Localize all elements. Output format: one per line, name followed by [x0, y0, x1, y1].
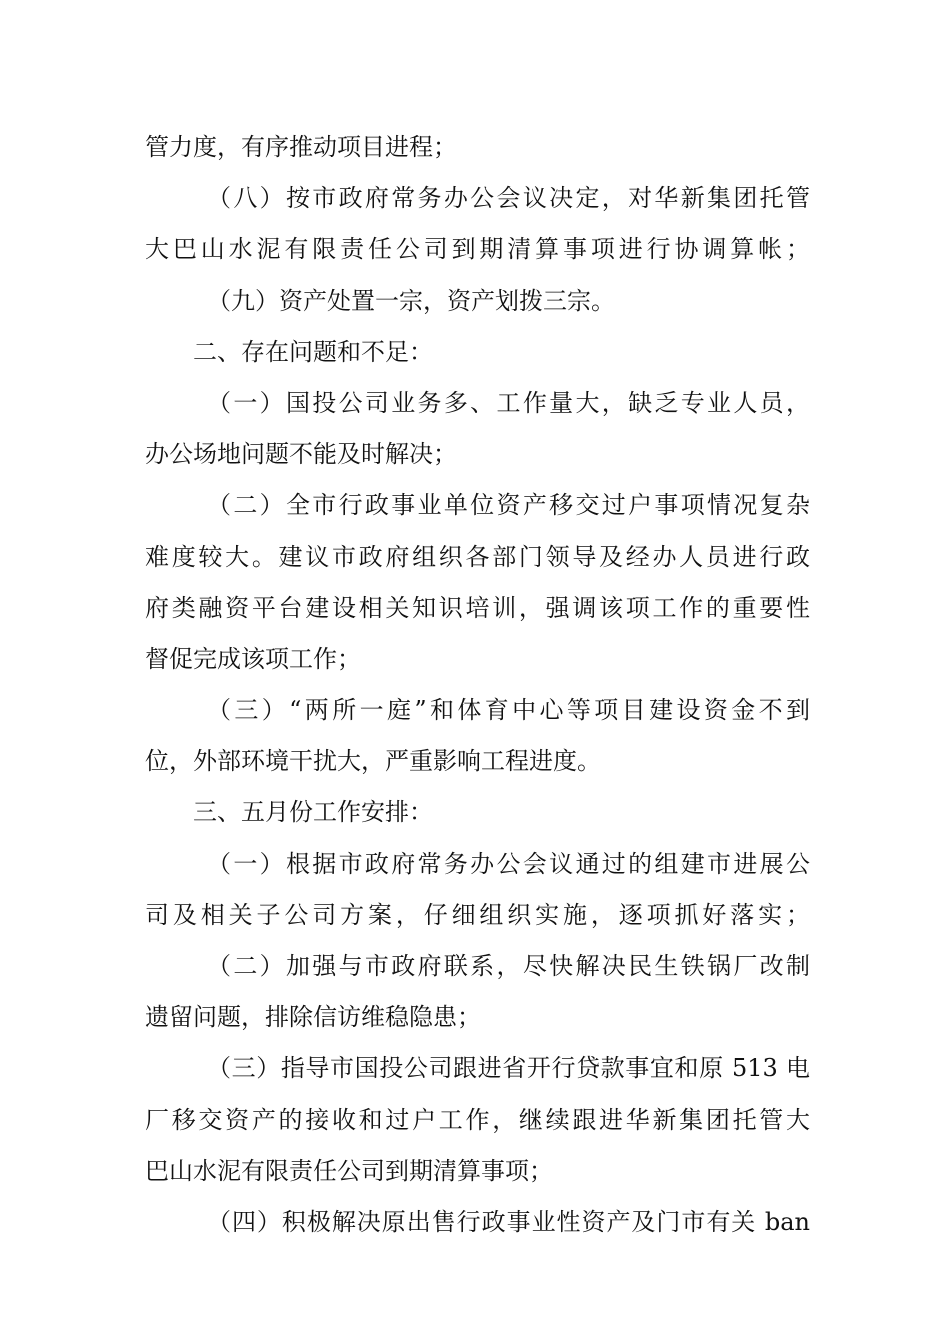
text-line: （八）按市政府常务办公会议决定，对华新集团托管: [207, 184, 810, 213]
text-line: 办公场地问题不能及时解决；: [145, 440, 457, 469]
text-line: 府类融资平台建设相关知识培训，强调该项工作的重要性: [145, 593, 810, 622]
text-line: （三）指导市国投公司跟进省开行贷款事宜和原 513 电: [207, 1054, 810, 1083]
text-line: （二）加强与市政府联系，尽快解决民生铁锅厂改制: [207, 952, 810, 980]
text-line: 位，外部环境干扰大，严重影响工程进度。: [145, 747, 601, 776]
section-heading: 二、存在问题和不足：: [193, 337, 433, 366]
text-line: （一）根据市政府常务办公会议通过的组建市进展公: [207, 849, 810, 878]
text-line: （三）“两所一庭”和体育中心等项目建设资金不到: [207, 696, 810, 725]
text-line: （九）资产处置一宗，资产划拨三宗。: [207, 286, 615, 315]
section-heading: 三、五月份工作安排：: [193, 798, 433, 827]
text-line: 难度较大。建议市政府组织各部门领导及经办人员进行政: [145, 542, 810, 571]
text-line: 厂移交资产的接收和过户工作，继续跟进华新集团托管大: [145, 1105, 810, 1134]
text-line: 巴山水泥有限责任公司到期清算事项；: [145, 1156, 553, 1185]
text-line: 司及相关子公司方案，仔细组织实施，逐项抓好落实；: [145, 900, 810, 929]
text-line: （一）国投公司业务多、工作量大，缺乏专业人员，: [207, 388, 810, 417]
text-line: 管力度，有序推动项目进程；: [145, 133, 457, 161]
text-line: （四）积极解决原出售行政事业性资产及门市有关 ban: [207, 1207, 810, 1236]
text-line: 督促完成该项工作；: [145, 644, 361, 673]
text-line: （二）全市行政事业单位资产移交过户事项情况复杂: [207, 491, 810, 520]
document-body: [145, 122, 810, 1248]
text-line: 大巴山水泥有限责任公司到期清算事项进行协调算帐；: [145, 235, 810, 264]
text-line: 遗留问题，排除信访维稳隐患；: [145, 1003, 481, 1032]
